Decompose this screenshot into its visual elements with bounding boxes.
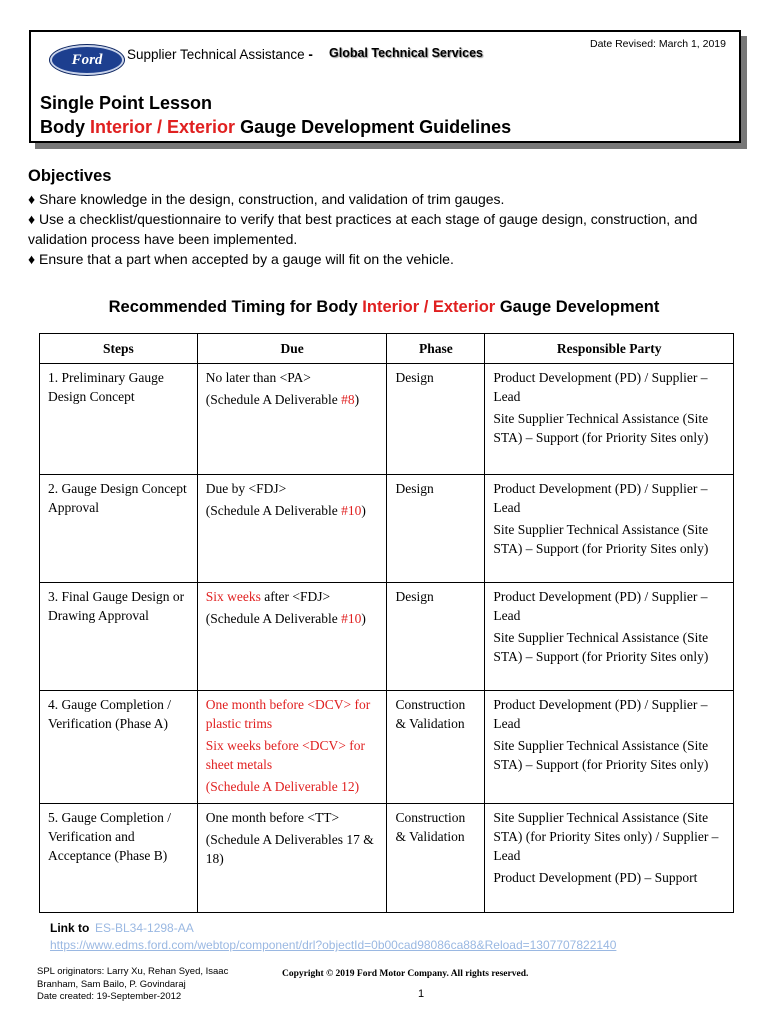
step-cell: 4. Gauge Completion / Verification (Phase A) (40, 691, 198, 804)
diamond-bullet-icon: ♦ (28, 211, 36, 227)
timing-title: Recommended Timing for Body Interior / Exterior Gauge Development (108, 298, 660, 316)
step-cell: 1. Preliminary Gauge Design Concept (40, 364, 198, 475)
table-row (40, 583, 734, 691)
party-cell: Product Development (PD) / Supplier – Lead Site Supplier Technical Assistance (Site STA) – Support (for Priority Sites only) (485, 364, 734, 475)
header-responsible-party: Responsible Party (485, 334, 734, 364)
diamond-bullet-icon: ♦ (28, 191, 36, 207)
objectives-heading: Objectives (28, 167, 112, 185)
step-cell: 3. Final Gauge Design or Drawing Approval (40, 583, 198, 691)
due-cell: No later than <PA> (Schedule A Deliverable #8) (197, 364, 387, 475)
party-cell: Product Development (PD) / Supplier – Lead Site Supplier Technical Assistance (Site STA) – Support (for Priority Sites only) (485, 475, 734, 583)
party-cell: Product Development (PD) / Supplier – Lead Site Supplier Technical Assistance (Site STA) – Support (for Priority Sites only) (485, 691, 734, 804)
phase-cell: Design (387, 364, 485, 475)
party-cell: Site Supplier Technical Assistance (Site STA) (for Priority Sites only) / Supplier – Lead Product Development (PD) – Support (485, 804, 734, 913)
header-phase: Phase (387, 334, 485, 364)
link-label: Link to (50, 921, 90, 935)
step-cell: 5. Gauge Completion / Verification and Acceptance (Phase B) (40, 804, 198, 913)
phase-cell: Construction & Validation (387, 804, 485, 913)
date-created: Date created: 19-September-2012 (37, 991, 182, 1002)
header-due: Due (197, 334, 387, 364)
party-cell: Product Development (PD) / Supplier – Lead Site Supplier Technical Assistance (Site STA) – Support (for Priority Sites only) (485, 583, 734, 691)
lesson-title: Single Point Lesson (40, 93, 213, 113)
due-cell: One month before <TT> (Schedule A Deliverables 17 & 18) (197, 804, 387, 913)
sta-label: Supplier Technical Assistance - (127, 47, 313, 62)
date-revised: Date Revised: March 1, 2019 (590, 38, 726, 50)
objective-item: ♦ Ensure that a part when accepted by a gauge will fit on the vehicle. (28, 251, 454, 267)
diamond-bullet-icon: ♦ (28, 251, 36, 267)
due-cell: Six weeks after <FDJ> (Schedule A Deliverable #10) (197, 583, 387, 691)
document-link[interactable]: ES-BL34-1298-AA (95, 921, 194, 935)
originators: SPL originators: Larry Xu, Rehan Syed, Isaac Branham, Sam Bailo, P. Govindaraj Date created: 19-September-2012 (37, 966, 267, 1004)
table-header-row (40, 334, 734, 364)
timing-table (39, 333, 734, 913)
objective-item: ♦ Use a checklist/questionnaire to verify that best practices at each stage of gauge design, construction, and validation process have been implemented. (28, 211, 698, 247)
page-number: 1 (418, 988, 425, 1000)
ford-logo: Ford (50, 45, 124, 75)
objective-item: ♦ Share knowledge in the design, construction, and validation of trim gauges. (28, 191, 505, 207)
table-row (40, 691, 734, 804)
phase-cell: Design (387, 583, 485, 691)
phase-cell: Design (387, 475, 485, 583)
header-steps: Steps (40, 334, 198, 364)
gts-label: Global Technical Services (329, 46, 484, 60)
table-row (40, 804, 734, 913)
table-row (40, 364, 734, 475)
copyright: Copyright © 2019 Ford Motor Company. All rights reserved. (282, 969, 529, 979)
page-title: Body Interior / Exterior Gauge Development Guidelines (40, 117, 512, 137)
edms-url-link[interactable]: https://www.edms.ford.com/webtop/component/drl?objectId=0b00cad98086ca88&Reload=1307707822140 (50, 938, 617, 952)
step-cell: 2. Gauge Design Concept Approval (40, 475, 198, 583)
due-cell: One month before <DCV> for plastic trims Six weeks before <DCV> for sheet metals (Schedule A Deliverable 12) (197, 691, 387, 804)
due-cell: Due by <FDJ> (Schedule A Deliverable #10) (197, 475, 387, 583)
table-row (40, 475, 734, 583)
phase-cell: Construction & Validation (387, 691, 485, 804)
